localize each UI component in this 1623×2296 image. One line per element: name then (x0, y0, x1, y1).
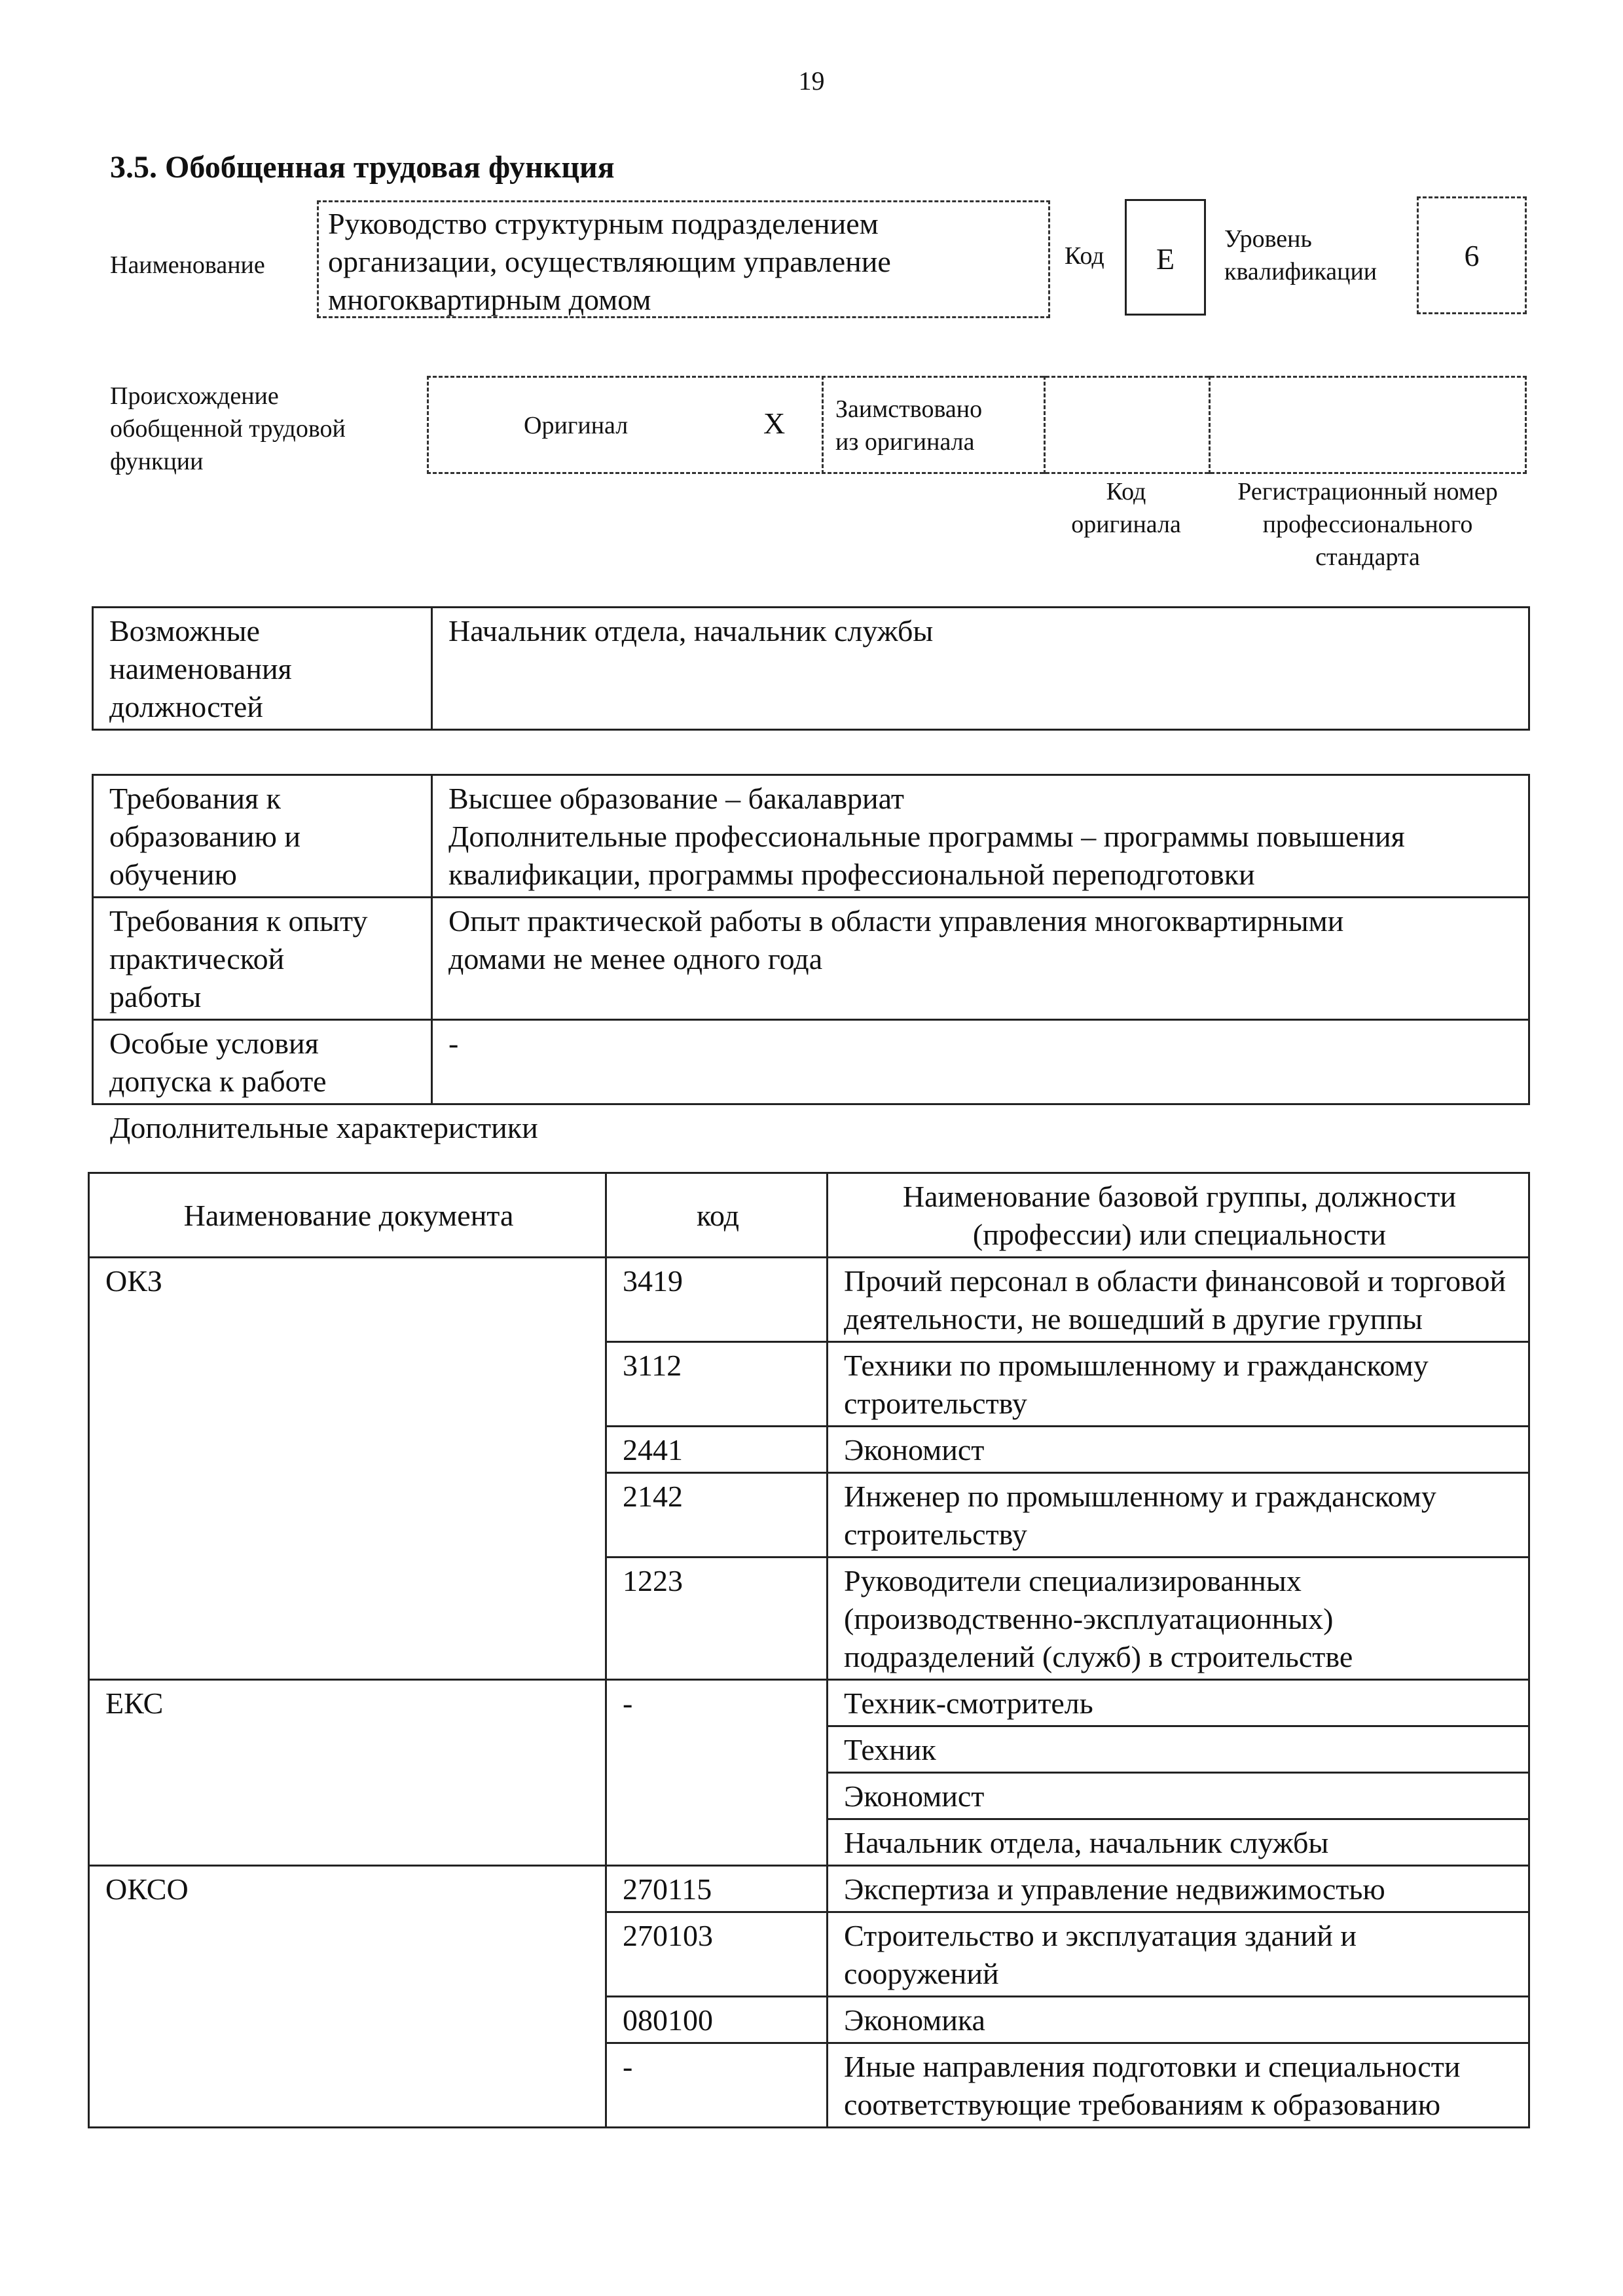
origin-divider-3 (1209, 376, 1211, 474)
doc-cell: ОКЗ (89, 1258, 606, 1680)
code-cell: - (606, 1680, 828, 1866)
requirement-label-line: Требования к опыту (109, 904, 368, 938)
reg-number-caption-line-2: профессионального (1262, 511, 1473, 538)
requirement-value (432, 898, 1529, 1020)
level-value: 6 (1417, 196, 1527, 314)
origin-label-line-3: функции (110, 448, 204, 475)
requirement-row (93, 775, 1529, 898)
doc-cell: ЕКС (89, 1680, 606, 1866)
positions-label-line-3: должностей (109, 690, 263, 723)
requirement-value-line: Высшее образование – бакалавриат (448, 782, 904, 815)
name-cell: Экспертиза и управление недвижимостью (828, 1866, 1529, 1912)
name-cell: Строительство и эксплуатация зданий и сооружений (828, 1912, 1529, 1997)
table-row (89, 1258, 1529, 1342)
origin-divider-1 (822, 376, 824, 474)
requirement-value-line: домами не менее одного года (448, 942, 823, 975)
requirement-value (432, 1020, 1529, 1104)
requirement-value-line: Дополнительные профессиональные программы – программы повышения (448, 820, 1405, 853)
reg-number-caption-line-1: Регистрационный номер (1237, 478, 1498, 505)
code-cell: 2441 (606, 1427, 828, 1473)
requirement-value-line: - (448, 1027, 459, 1060)
original-code-caption-line-2: оригинала (1071, 511, 1181, 538)
name-label: Наименование (110, 251, 265, 279)
requirements-table (92, 774, 1530, 1105)
code-label: Код (1065, 242, 1104, 270)
original-code-caption (1044, 475, 1209, 541)
name-value-box (317, 200, 1050, 318)
name-cell: Экономика (828, 1997, 1529, 2043)
name-cell: Экономист (828, 1773, 1529, 1819)
reg-number-caption (1209, 475, 1527, 574)
requirement-row (93, 898, 1529, 1020)
name-cell: Техник-смотритель (828, 1680, 1529, 1726)
page-number: 19 (798, 66, 825, 96)
name-value-line-3: многоквартирным домом (328, 283, 651, 316)
table-row (89, 1866, 1529, 1912)
requirement-value-line: квалификации, программы профессиональной переподготовки (448, 858, 1255, 891)
reg-number-caption-line-3: стандарта (1315, 543, 1420, 571)
code-cell: 2142 (606, 1473, 828, 1558)
name-cell: Техники по промышленному и гражданскому строительству (828, 1342, 1529, 1427)
section-title: 3.5. Обобщенная трудовая функция (110, 150, 615, 185)
original-label: Оригинал (524, 412, 629, 439)
requirement-label-line: образованию и (109, 820, 301, 853)
requirement-label-line: обучению (109, 858, 237, 891)
origin-label-line-1: Происхождение (110, 382, 279, 410)
origin-label-line-2: обобщенной трудовой (110, 415, 346, 443)
positions-table (92, 606, 1530, 731)
table-row (89, 1680, 1529, 1726)
name-value-line-1: Руководство структурным подразделением (328, 207, 879, 240)
origin-label (110, 380, 346, 478)
requirement-label (93, 1020, 432, 1104)
code-cell: 080100 (606, 1997, 828, 2043)
requirement-value-line: Опыт практической работы в области управления многоквартирными (448, 904, 1344, 938)
code-cell: 3112 (606, 1342, 828, 1427)
level-label-line-2: квалификации (1224, 258, 1377, 285)
positions-label-line-2: наименования (109, 652, 292, 685)
name-cell: Техник (828, 1726, 1529, 1773)
additional-table (88, 1172, 1530, 2128)
requirement-label (93, 775, 432, 898)
name-cell: Иные направления подготовки и специальности соответствующие требованиям к образованию (828, 2043, 1529, 2128)
original-code-caption-line-1: Код (1106, 478, 1146, 505)
code-cell: 3419 (606, 1258, 828, 1342)
header-code: код (606, 1173, 828, 1258)
borrowed-label-line-2: из оригинала (835, 428, 975, 456)
borrowed-label-line-1: Заимствовано (835, 395, 983, 423)
code-cell: 270115 (606, 1866, 828, 1912)
code-cell: 270103 (606, 1912, 828, 1997)
requirement-label-line: Требования к (109, 782, 281, 815)
code-cell: 1223 (606, 1558, 828, 1680)
origin-divider-2 (1044, 376, 1046, 474)
requirement-row (93, 1020, 1529, 1104)
name-value-line-2: организации, осуществляющим управление (328, 245, 891, 278)
name-cell: Начальник отдела, начальник службы (828, 1819, 1529, 1866)
positions-row (93, 608, 1529, 730)
name-cell: Экономист (828, 1427, 1529, 1473)
requirement-label-line: работы (109, 980, 202, 1013)
requirement-label-line: Особые условия (109, 1027, 319, 1060)
doc-cell: ОКСО (89, 1866, 606, 2128)
header-name: Наименование базовой группы, должности (профессии) или специальности (828, 1173, 1529, 1258)
name-cell: Руководители специализированных (производственно-эксплуатационных) подразделений (служб) в строительстве (828, 1558, 1529, 1680)
positions-value: Начальник отдела, начальник службы (432, 608, 1529, 730)
level-label (1224, 223, 1377, 288)
name-cell: Инженер по промышленному и гражданскому строительству (828, 1473, 1529, 1558)
requirement-label (93, 898, 432, 1020)
requirement-value (432, 775, 1529, 898)
requirement-label-line: практической (109, 942, 285, 975)
positions-label-line-1: Возможные (109, 614, 260, 647)
requirement-label-line: допуска к работе (109, 1065, 327, 1098)
additional-title: Дополнительные характеристики (110, 1111, 538, 1144)
name-cell: Прочий персонал в области финансовой и торговой деятельности, не вошедший в другие группы (828, 1258, 1529, 1342)
code-cell: - (606, 2043, 828, 2128)
code-value: E (1125, 199, 1206, 316)
level-label-line-1: Уровень (1224, 225, 1312, 253)
header-doc: Наименование документа (89, 1173, 606, 1258)
original-mark: X (763, 407, 786, 440)
additional-header-row (89, 1173, 1529, 1258)
borrowed-label (835, 393, 982, 458)
positions-label (93, 608, 432, 730)
